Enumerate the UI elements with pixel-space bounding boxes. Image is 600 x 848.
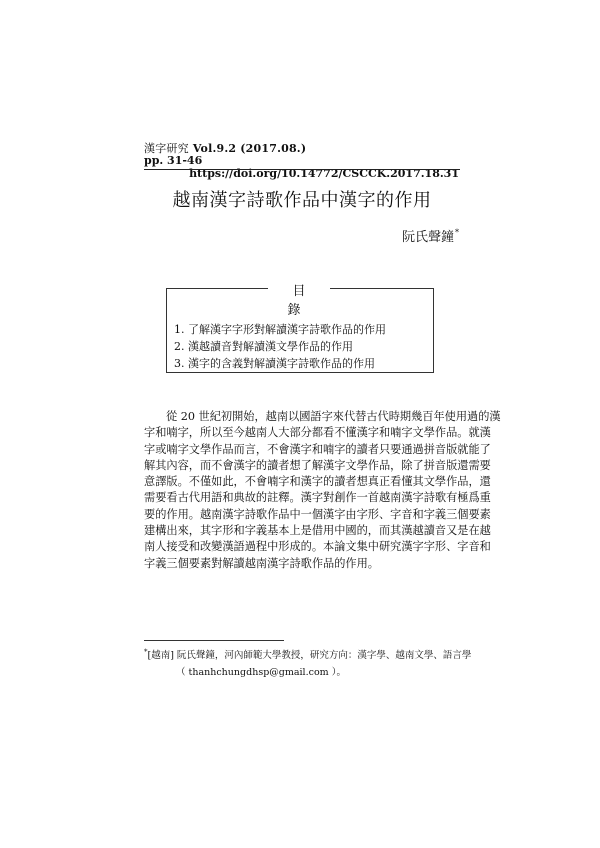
abstract-line: 南人接受和改變漢語過程中形成的。本論文集中研究漢字字形、字音和 (144, 540, 491, 554)
footnote-rule (144, 640, 284, 641)
header-rule (144, 169, 460, 170)
footnote-email: （ thanhchungdhsp@gmail.com ）。 (176, 667, 346, 678)
abstract-line: 字義三個要素對解讀越南漢字詩歌作品的作用。 (144, 556, 379, 570)
toc-heading: 目 錄 (287, 284, 316, 318)
toc-list (174, 321, 386, 372)
abstract-line: 從 20 世紀初開始，越南以國語字來代替古代時期幾百年使用過的漢 (166, 410, 501, 423)
doi-link[interactable]: https://doi.org/10.14772/CSCCK.2017.18.31 (189, 167, 459, 180)
footnote-text: [越南] 阮氏聲鐘，河內師範大學教授，研究方向：漢字學、越南文學、語言學 (147, 650, 472, 661)
toc-top-rule-right (330, 288, 433, 289)
footnote-mark: * (144, 648, 148, 656)
header-meta-row (144, 154, 459, 180)
page-range: pp. 31-46 (144, 154, 203, 167)
author (402, 226, 459, 245)
abstract-line: 要的作用。越南漢字詩歌作品中一個漢字由字形、字音和字義三個要素 (144, 507, 491, 521)
toc-item: 3. 漢字的含義對解讀漢字詩歌作品的作用 (174, 357, 375, 370)
toc-item: 2. 漢越讀音對解讀漢文學作品的作用 (174, 340, 353, 353)
author-footnote-mark: * (455, 228, 459, 237)
abstract (144, 409, 501, 572)
abstract-line: 建構出來，其字形和字義基本上是借用中國的，而其漢越讀音又是在越 (144, 524, 491, 538)
abstract-line: 字或喃字文學作品而言，不會漢字和喃字的讀者只要通過拼音版就能了 (144, 442, 491, 456)
toc-top-rule-left (166, 288, 268, 289)
paper-title: 越南漢字詩歌作品中漢字的作用 (172, 190, 432, 211)
author-name: 阮氏聲鐘 (401, 230, 454, 245)
abstract-line: 解其內容，而不會漢字的讀者想了解漢字文學作品，除了拼音版還需要 (144, 458, 491, 472)
journal-name: 漢字研究 (144, 142, 189, 155)
abstract-line: 字和喃字，所以至今越南人大部分都看不懂漢字和喃字文學作品。就漢 (144, 426, 491, 440)
footnote-line-1 (144, 647, 471, 661)
journal-volume: Vol.9.2 (2017.08.) (192, 142, 307, 155)
abstract-line: 需要看古代用語和典故的註釋。漢字對創作一首越南漢字詩歌有極爲重 (144, 491, 491, 505)
abstract-line: 意譯版。不僅如此，不會喃字和漢字的讀者想真正看懂其文學作品，還 (144, 475, 491, 489)
toc-item: 1. 了解漢字字形對解讀漢字詩歌作品的作用 (174, 323, 386, 336)
